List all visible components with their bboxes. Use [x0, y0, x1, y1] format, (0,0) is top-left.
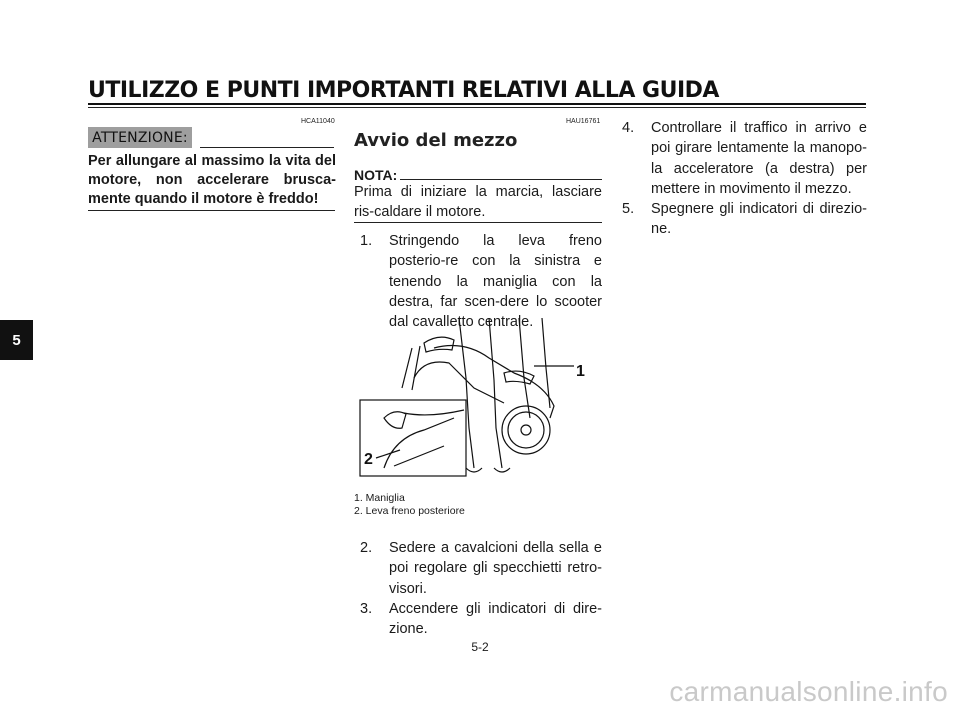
- step-number: 2.: [360, 540, 373, 556]
- caution-line: Per allungare al massimo la vita del: [88, 153, 336, 169]
- caution-label-rule: [200, 147, 334, 148]
- watermark: carmanualsonline.info: [669, 676, 948, 707]
- figure-callout-2: 2: [364, 451, 373, 468]
- step-text: Spegnere gli indicatori di direzio-ne.: [651, 201, 867, 238]
- page-header-title: UTILIZZO E PUNTI IMPORTANTI RELATIVI ALLA GUIDA: [88, 78, 719, 103]
- caption-item: 1. Maniglia: [354, 492, 405, 504]
- caution-bottom-rule: [88, 210, 335, 211]
- nota-bottom-rule: [354, 222, 602, 223]
- step-text: Stringendo la leva freno posterio-re con la sinistra e tenendo la maniglia con la destra, far scen-dere lo scooter dal cavalletto centrale.: [389, 233, 602, 331]
- caption-item: 2. Leva freno posteriore: [354, 504, 465, 517]
- scooter-stand-figure: [354, 318, 594, 488]
- step-item: [622, 199, 867, 240]
- page-number: 5-2: [471, 640, 489, 654]
- nota-label: NOTA:: [354, 167, 398, 183]
- scooter-rear-wheel: [502, 406, 550, 454]
- step-number: 1.: [360, 233, 373, 249]
- step-number: 3.: [360, 600, 373, 617]
- caution-code: HCA11040: [301, 118, 335, 125]
- caution-text: [88, 152, 336, 209]
- step-text: Sedere a cavalcioni della sella e poi regolare gli specchietti retro-visori.: [389, 540, 602, 597]
- chapter-side-tab: 5: [0, 320, 33, 360]
- steps-list-3: [622, 118, 867, 240]
- step-text: Accendere gli indicatori di dire-zione.: [389, 600, 602, 638]
- step-item: [360, 599, 602, 640]
- caution-line: motore, non accelerare brusca-: [88, 172, 336, 188]
- step-number: 5.: [622, 201, 635, 218]
- nota-label-rule: [400, 179, 602, 180]
- caution-line: mente quando il motore è freddo!: [88, 191, 319, 207]
- nota-text: Prima di iniziare la marcia, lasciare ris-caldare il motore.: [354, 184, 602, 220]
- section-title: Avvio del mezzo: [354, 130, 518, 151]
- caution-label-box: ATTENZIONE:: [88, 127, 192, 148]
- header-rule-thin: [88, 107, 866, 108]
- figure-callout-1: 1: [576, 363, 585, 380]
- figure-captions: [354, 492, 465, 517]
- step-text: Controllare il traffico in arrivo e poi girare lentamente la manopo-la acceleratore (a destra) per mettere in movimento il mezzo.: [651, 120, 867, 197]
- section-code: HAU16761: [566, 118, 601, 125]
- header-rule-thick: [88, 103, 866, 105]
- step-item: [360, 538, 602, 599]
- steps-list-2: [360, 538, 602, 639]
- step-item: [622, 118, 867, 199]
- brake-lever-inset: [360, 400, 466, 476]
- step-number: 4.: [622, 120, 635, 136]
